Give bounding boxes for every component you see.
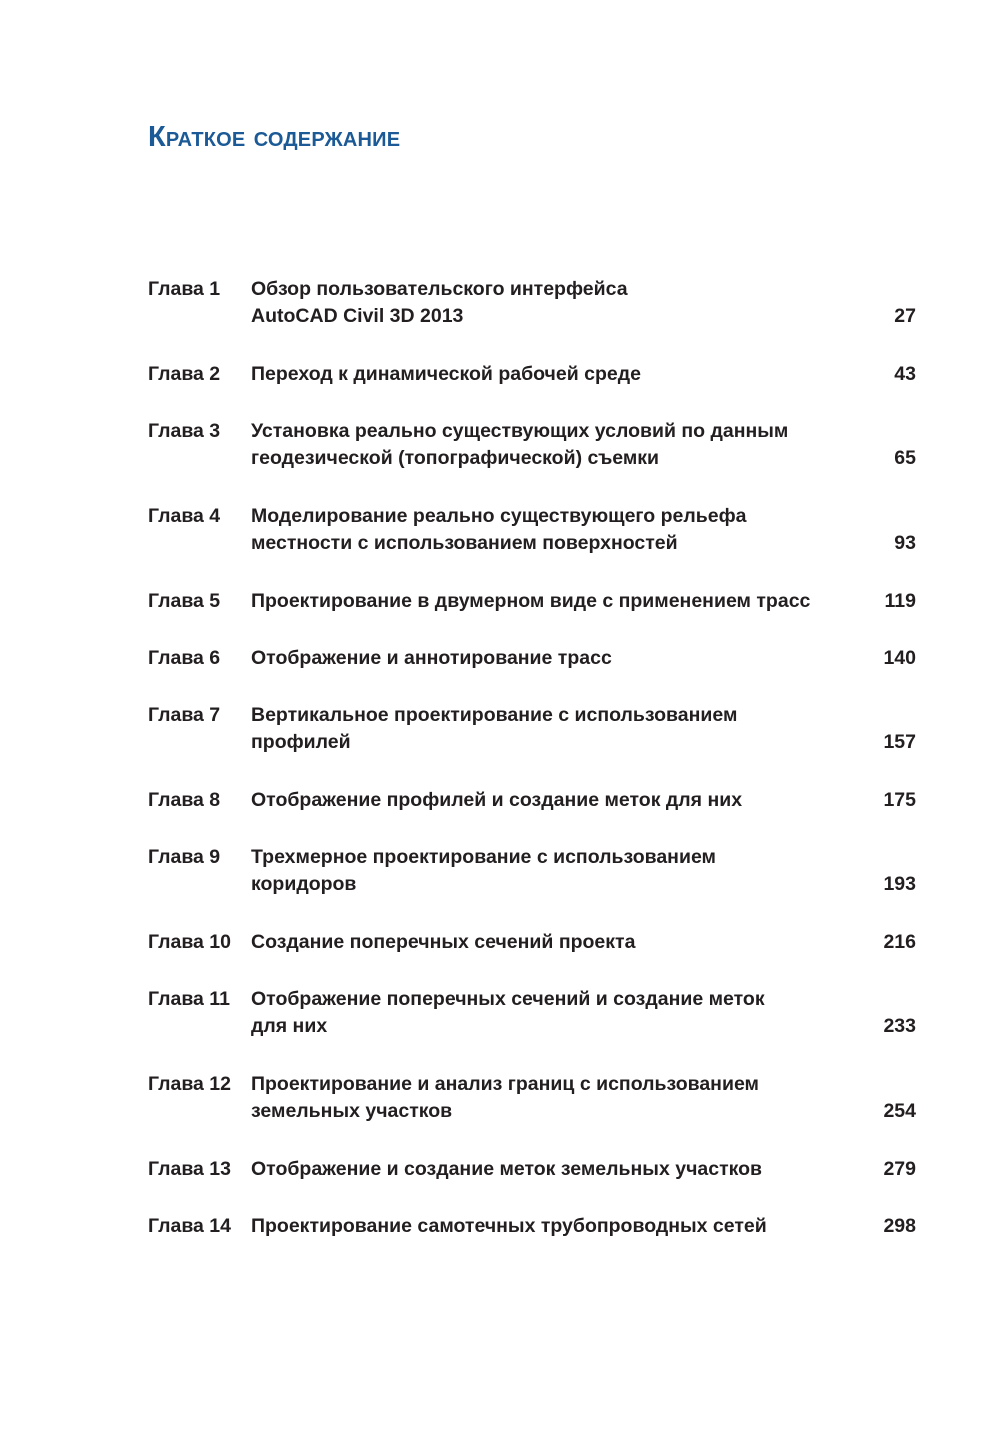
page-number: 27 [894, 305, 916, 327]
chapter-title [251, 929, 871, 956]
toc-entry [148, 844, 916, 929]
page-number: 216 [883, 931, 916, 953]
chapter-label: Глава 10 [148, 931, 231, 953]
toc-entry [148, 588, 916, 645]
chapter-title [251, 276, 871, 330]
toc-entry [148, 702, 916, 787]
chapter-title-line: AutoCAD Civil 3D 2013 [251, 305, 464, 327]
toc-entry [148, 645, 916, 702]
chapter-title-line: Отображение и создание меток земельных участков [251, 1158, 763, 1180]
page-number: 65 [894, 447, 916, 469]
chapter-title-line: Моделирование реально существующего рельефа [251, 505, 747, 527]
chapter-title [251, 361, 871, 388]
chapter-title [251, 645, 871, 672]
toc-entry [148, 929, 916, 986]
toc-entry [148, 1071, 916, 1156]
chapter-title-line: Трехмерное проектирование с использованием [251, 846, 716, 868]
page-number: 298 [883, 1215, 916, 1237]
page-number: 175 [883, 789, 916, 811]
toc-entry [148, 276, 916, 361]
chapter-title-line: для них [251, 1015, 328, 1037]
chapter-title-line: Вертикальное проектирование с использованием [251, 704, 738, 726]
toc-entry [148, 361, 916, 418]
page-number: 93 [894, 532, 916, 554]
toc-entry [148, 787, 916, 844]
page-number: 254 [883, 1100, 916, 1122]
toc-entry [148, 418, 916, 503]
toc-entry [148, 1213, 916, 1270]
page-number: 119 [884, 590, 916, 612]
page-number: 233 [883, 1015, 916, 1037]
page-number: 193 [883, 873, 916, 895]
chapter-label: Глава 8 [148, 789, 221, 811]
chapter-title-line: Отображение и аннотирование трасс [251, 647, 612, 669]
chapter-title-line: Отображение профилей и создание меток для них [251, 789, 743, 811]
chapter-label: Глава 1 [148, 278, 221, 300]
chapter-title-line: Проектирование и анализ границ с использованием [251, 1073, 759, 1095]
chapter-label: Глава 7 [148, 704, 221, 726]
chapter-label: Глава 11 [148, 988, 230, 1010]
chapter-title [251, 503, 871, 557]
chapter-title-line: Создание поперечных сечений проекта [251, 931, 636, 953]
chapter-label: Глава 13 [148, 1158, 231, 1180]
chapter-title-line: Проектирование в двумерном виде с применением трасс [251, 590, 811, 612]
chapter-label: Глава 2 [148, 363, 221, 385]
table-of-contents [148, 276, 916, 1270]
chapter-title [251, 844, 871, 898]
toc-entry [148, 986, 916, 1071]
chapter-title [251, 1156, 871, 1183]
chapter-title-line: Установка реально существующих условий по данным [251, 420, 789, 442]
chapter-title-line: коридоров [251, 873, 357, 895]
page-number: 140 [883, 647, 916, 669]
chapter-label: Глава 14 [148, 1215, 231, 1237]
page-number: 157 [883, 731, 916, 753]
page-title: Краткое содержание [148, 121, 401, 153]
chapter-label: Глава 6 [148, 647, 221, 669]
chapter-title [251, 1071, 871, 1125]
chapter-title-line: Обзор пользовательского интерфейса [251, 278, 628, 300]
chapter-title [251, 787, 871, 814]
chapter-title [251, 702, 871, 756]
chapter-title [251, 1213, 871, 1240]
chapter-label: Глава 4 [148, 505, 221, 527]
chapter-title-line: земельных участков [251, 1100, 453, 1122]
page-number: 43 [894, 363, 916, 385]
chapter-title [251, 986, 871, 1040]
chapter-title [251, 588, 871, 615]
chapter-label: Глава 12 [148, 1073, 231, 1095]
chapter-title-line: геодезической (топографической) съемки [251, 447, 660, 469]
chapter-title-line: местности с использованием поверхностей [251, 532, 678, 554]
chapter-label: Глава 5 [148, 590, 221, 612]
chapter-title-line: Отображение поперечных сечений и создание меток [251, 988, 765, 1010]
chapter-title-line: Проектирование самотечных трубопроводных сетей [251, 1215, 767, 1237]
chapter-title-line: профилей [251, 731, 351, 753]
chapter-title-line: Переход к динамической рабочей среде [251, 363, 641, 385]
chapter-label: Глава 3 [148, 420, 221, 442]
chapter-label: Глава 9 [148, 846, 221, 868]
toc-entry [148, 1156, 916, 1213]
page-number: 279 [883, 1158, 916, 1180]
chapter-title [251, 418, 871, 472]
toc-entry [148, 503, 916, 588]
